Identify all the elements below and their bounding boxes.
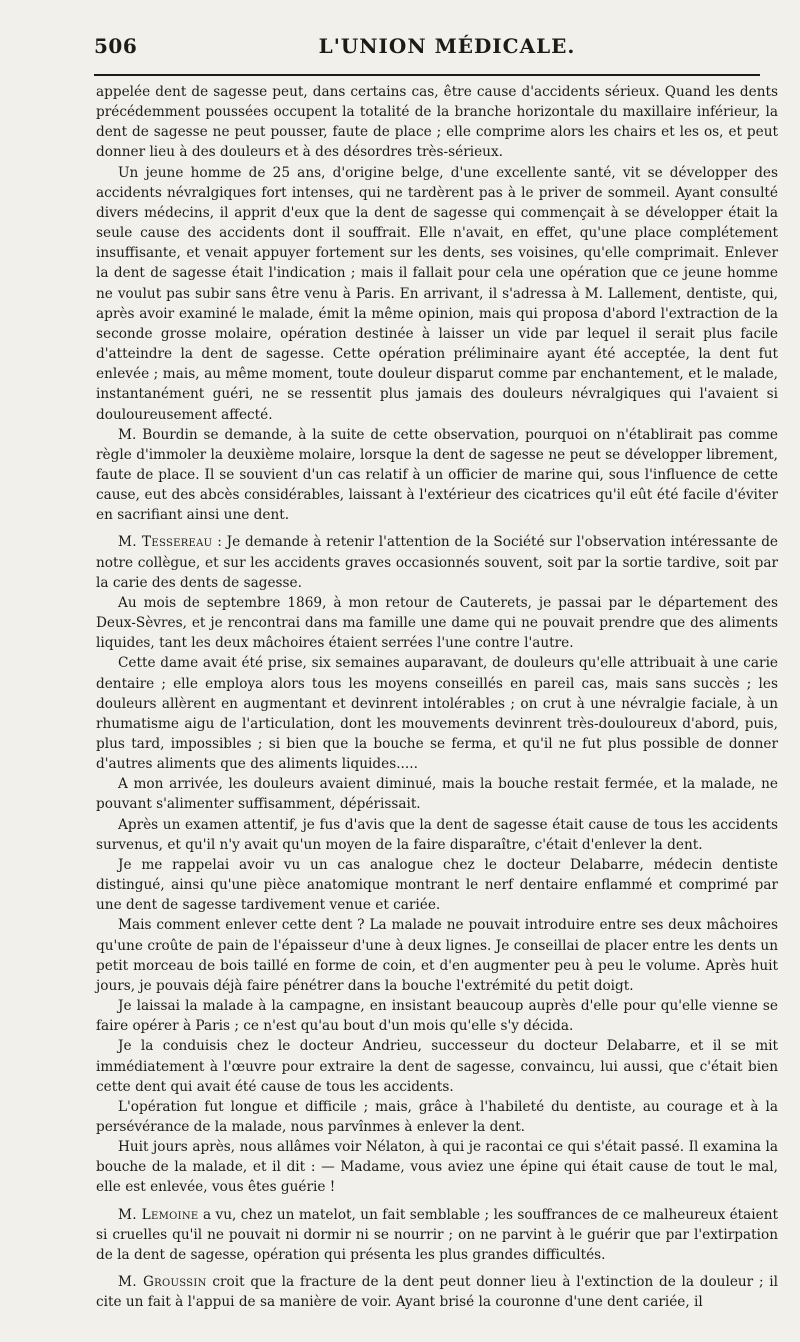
paragraph: L'opération fut longue et difficile ; mais, grâce à l'habileté du dentiste, au courage et à la persévérance de la malade, nous parvînmes à enlever la dent. [96, 1098, 778, 1135]
paragraph: M. Groussin croit que la fracture de la dent peut donner lieu à l'extinction de la douleur ; il cite un fait à l'appui de sa manière de voir. Ayant brisé la couronne d'une dent cariée, il [96, 1274, 778, 1311]
paragraph: appelée dent de sagesse peut, dans certains cas, être cause d'accidents sérieux. Quand les dents précédemment poussées occupent la totalité de la branche horizontale du maxillaire inférieur, la dent de sagesse ne peut pousser, faute de place ; elle comprime alors les chairs et les os, et peut donner lieu à des douleurs et à des désordres très-sérieux. [96, 84, 778, 161]
paragraph: M. Bourdin se demande, à la suite de cette observation, pourquoi on n'établirait pas comme règle d'immoler la deuxième molaire, lorsque la dent de sagesse ne peut se développer librement, faute de place. Il se souvient d'un cas relatif à un officier de marine qui, sous l'influence de cette cause, eut des abcès considérables, laissant à l'extérieur des cicatrices qu'il eût été facile d'éviter en sacrifiant ainsi une dent. [96, 426, 778, 524]
paragraph: M. Lemoine a vu, chez un matelot, un fait semblable ; les souffrances de ce malheureux étaient si cruelles qu'il ne pouvait ni dormir ni se nourrir ; on ne parvint à le guérir que par l'extirpation de la dent de sagesse, opération qui présenta les plus grandes difficultés. [96, 1206, 779, 1263]
page-header [94, 34, 760, 64]
paragraph: Cette dame avait été prise, six semaines auparavant, de douleurs qu'elle attribuait à une carie dentaire ; elle employa alors tous les moyens conseillés en pareil cas, mais sans succès ; les douleurs allèrent en augmentant et devinrent intolérables ; on crut à une névralgie faciale, à un rhumatisme aigu de l'articulation, dont les mouvements devinrent très-douloureux d'abord, puis, plus tard, impossibles ; si bien que la bouche se ferma, et qu'il ne fut plus possible de donner d'autres aliments que des aliments liquides..... [96, 655, 778, 773]
paragraph: Au mois de septembre 1869, à mon retour de Cauterets, je passai par le département des Deux-Sèvres, et je rencontrai dans ma famille une dame qui ne pouvait prendre que des aliments liquides, tant les deux mâchoires étaient serrées l'une contre l'autre. [96, 594, 778, 652]
speaker-name: M. Tessereau [118, 534, 213, 551]
paragraph: Après un examen attentif, je fus d'avis que la dent de sagesse était cause de tous les accidents survenus, et qu'il n'y avait qu'un moyen de la faire disparaître, c'était d'enlever la dent. [96, 816, 778, 853]
article-body [96, 82, 778, 1312]
header-rule [94, 74, 760, 76]
paragraph: Je la conduisis chez le docteur Andrieu, successeur du docteur Delabarre, et il se mit immédiatement à l'œuvre pour extraire la dent de sagesse, convaincu, lui aussi, que c'était bien cette dent qui avait été cause de tous les accidents. [96, 1038, 778, 1095]
speaker-name: M. Groussin [118, 1274, 207, 1291]
running-title: L'UNION MÉDICALE. [318, 34, 576, 58]
page-number: 506 [94, 34, 138, 58]
paragraph: Un jeune homme de 25 ans, d'origine belge, d'une excellente santé, vit se développer des accidents névralgiques fort intenses, qui ne tardèrent pas à le priver de sommeil. Ayant consulté divers médecins, il apprit d'eux que la dent de sagesse qui commençait à se développer était la seule cause des accidents dont il souffrait. Elle n'avait, en effet, qu'une place complétement insuffisante, et venait appuyer fortement sur les dents, ses voisines, qu'elle comprimait. Enlever la dent de sagesse était l'indication ; mais il fallait pour cela une opération que ce jeune homme ne voulut pas subir sans être venu à Paris. En arrivant, il s'adressa à M. Lallement, dentiste, qui, après avoir examiné le malade, émit la même opinion, mais qui proposa d'abord l'extraction de la seconde grosse molaire, opération destinée à laisser un vide par lequel il serait plus facile d'atteindre la dent de sagesse. Cette opération préliminaire ayant été acceptée, la dent fut enlevée ; mais, au même moment, toute douleur disparut comme par enchantement, et le malade, instantanément guéri, ne se ressentit plus jamais des douleurs névralgiques qui l'avaient si douloureusement affecté. [96, 164, 778, 423]
paragraph: Je me rappelai avoir vu un cas analogue chez le docteur Delabarre, médecin dentiste distingué, ainsi qu'une pièce anatomique montrant le nerf dentaire enflammé et comprimé par une dent de sagesse tardivement venue et cariée. [96, 856, 778, 914]
paragraph: Mais comment enlever cette dent ? La malade ne pouvait introduire entre ses deux mâchoires qu'une croûte de pain de l'épaisseur d'une à deux lignes. Je conseillai de placer entre les dents un petit morceau de bois taillé en forme de coin, et d'en augmenter peu à peu le volume. Après huit jours, je pouvais déjà faire pénétrer dans la bouche l'extrémité du petit doigt. [96, 917, 778, 994]
paragraph: M. Tessereau : Je demande à retenir l'attention de la Société sur l'observation intéressante de notre collègue, et sur les accidents graves occasionnés souvent, soit par la sortie tardive, soit par la carie des dents de sagesse. [96, 534, 778, 591]
paragraph: Huit jours après, nous allâmes voir Nélaton, à qui je racontai ce qui s'était passé. Il examina la bouche de la malade, et il dit : — Madame, vous aviez une épine qui était cause de tout le mal, elle est enlevée, vous êtes guérie ! [96, 1139, 778, 1196]
paragraph: A mon arrivée, les douleurs avaient diminué, mais la bouche restait fermée, et la malade, ne pouvant s'alimenter suffisamment, dépérissait. [96, 776, 778, 813]
paragraph: Je laissai la malade à la campagne, en insistant beaucoup auprès d'elle pour qu'elle vienne se faire opérer à Paris ; ce n'est qu'au bout d'un mois qu'elle s'y décida. [96, 998, 778, 1035]
speaker-name: M. Lemoine [118, 1206, 199, 1223]
